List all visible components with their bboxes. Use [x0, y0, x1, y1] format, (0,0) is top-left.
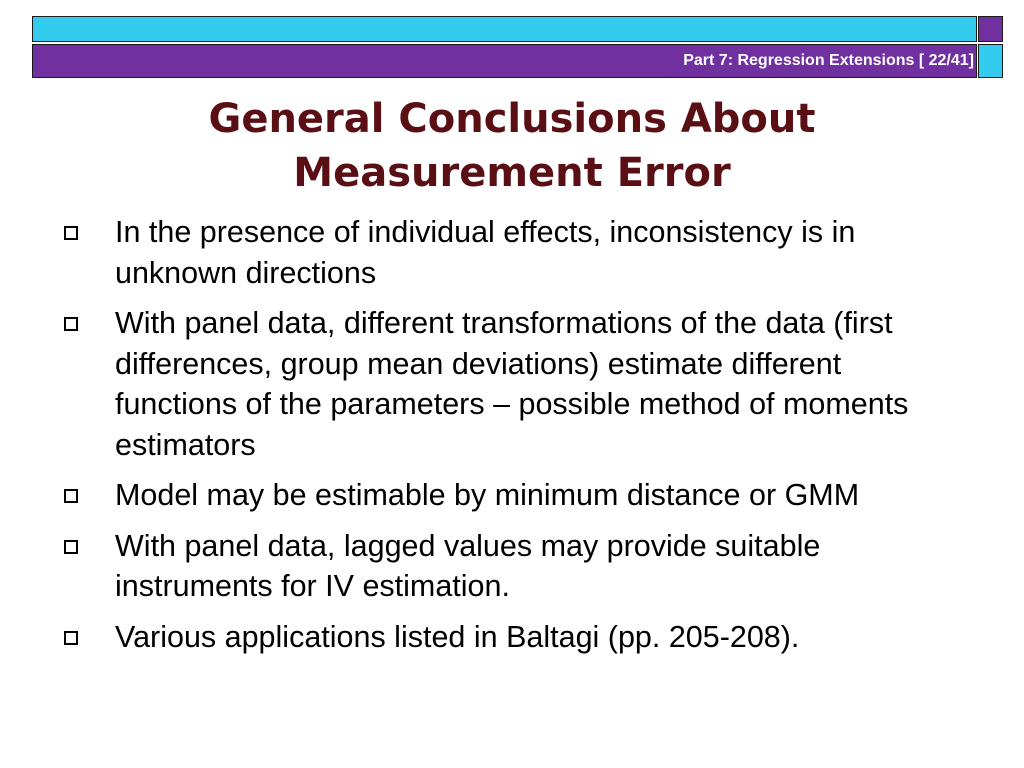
header-bar-top	[32, 16, 977, 42]
hollow-square-bullet-icon	[64, 540, 78, 554]
bullet-text: With panel data, different transformations of the data (first differences, group mean deviations) estimate different functions of the parameters – possible method of moments estimators	[115, 306, 909, 462]
bullet-list	[64, 212, 964, 667]
bullet-item	[64, 475, 964, 516]
bullet-text: Model may be estimable by minimum distance or GMM	[115, 478, 860, 512]
header-section-label: Part 7: Regression Extensions [ 22/41]	[683, 52, 974, 69]
bullet-text: Various applications listed in Baltagi (pp. 205-208).	[115, 619, 800, 654]
bullet-item	[64, 212, 964, 293]
hollow-square-bullet-icon	[64, 317, 78, 331]
header-corner-square-bottom	[978, 44, 1003, 78]
bullet-text: In the presence of individual effects, inconsistency is in unknown directions	[115, 215, 856, 290]
hollow-square-bullet-icon	[64, 226, 78, 240]
bullet-text: With panel data, lagged values may provide suitable instruments for IV estimation.	[115, 528, 821, 603]
slide-title	[0, 92, 1024, 200]
bullet-item	[64, 617, 964, 658]
hollow-square-bullet-icon	[64, 631, 78, 645]
slide-title-line-2: Measurement Error	[293, 150, 731, 196]
bullet-item	[64, 303, 964, 465]
hollow-square-bullet-icon	[64, 489, 78, 503]
bullet-item	[64, 526, 964, 607]
slide-title-line-1: General Conclusions About	[208, 96, 816, 142]
header-corner-square-top	[978, 16, 1003, 42]
